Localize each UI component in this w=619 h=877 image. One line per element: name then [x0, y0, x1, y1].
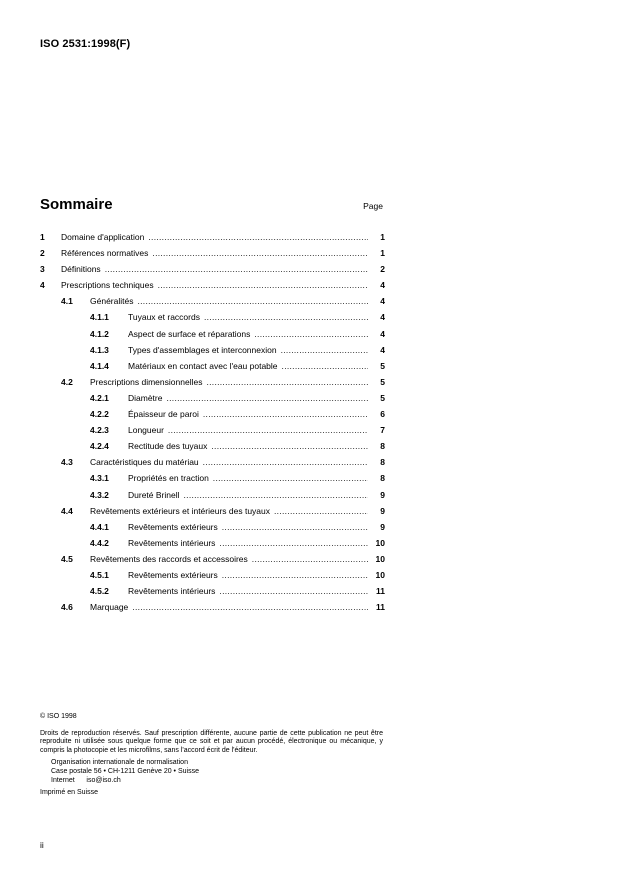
toc-title: Sommaire — [40, 196, 113, 213]
toc-entry-label: Dureté Brinell — [128, 489, 180, 500]
publisher-org: Organisation internationale de normalisation — [51, 759, 188, 767]
toc-entry-page: 5 — [380, 376, 385, 387]
copyright-block — [40, 713, 383, 798]
toc-entry-number: 4.1 — [61, 296, 73, 307]
toc-entry-page: 6 — [380, 409, 385, 420]
toc-entry-number: 4.3.2 — [90, 489, 109, 500]
toc-dot-leader — [211, 438, 368, 454]
toc-entry-label: Longueur — [128, 425, 164, 436]
toc-entry[interactable] — [40, 245, 385, 261]
toc-entry-page: 5 — [380, 392, 385, 403]
toc-entry-label: Types d'assemblages et interconnexion — [128, 344, 277, 355]
toc-entry[interactable] — [40, 293, 385, 309]
toc-entry-label: Revêtements extérieurs et intérieurs des tuyaux — [90, 505, 271, 516]
toc-entry-page: 10 — [375, 537, 385, 548]
toc-entry[interactable] — [40, 567, 385, 583]
toc-entry-page: 4 — [380, 344, 385, 355]
toc-entry[interactable] — [40, 309, 385, 325]
toc-dot-leader — [105, 261, 368, 277]
toc-entry-page: 2 — [380, 264, 385, 275]
toc-entry-label: Revêtements extérieurs — [128, 521, 218, 532]
toc-entry-number: 4.5.1 — [90, 569, 109, 580]
toc-dot-leader — [282, 358, 368, 374]
toc-entry[interactable] — [40, 277, 385, 293]
toc-dot-leader — [219, 535, 368, 551]
toc-entry-label: Diamètre — [128, 392, 163, 403]
toc-entry-label: Revêtements intérieurs — [128, 586, 216, 597]
toc-entry[interactable] — [40, 261, 385, 277]
toc-entry[interactable] — [40, 470, 385, 486]
toc-entry-label: Définitions — [61, 264, 101, 275]
toc-entry-number: 4.3 — [61, 457, 73, 468]
toc-entry-label: Prescriptions techniques — [61, 280, 154, 291]
toc-dot-leader — [148, 229, 368, 245]
toc-entry-label: Propriétés en traction — [128, 473, 209, 484]
toc-entry[interactable] — [40, 406, 385, 422]
page-number: ii — [40, 840, 44, 850]
toc-entry[interactable] — [40, 342, 385, 358]
toc-entry-label: Matériaux en contact avec l'eau potable — [128, 360, 278, 371]
toc-entry-label: Marquage — [90, 602, 129, 613]
toc-page-label: Page — [363, 201, 383, 211]
toc-entry-label: Aspect de surface et réparations — [128, 328, 251, 339]
toc-entry-label: Revêtements intérieurs — [128, 537, 216, 548]
toc-entry-number: 4.1.2 — [90, 328, 109, 339]
toc-dot-leader — [158, 277, 368, 293]
toc-entry-page: 11 — [376, 586, 385, 597]
toc-entry[interactable] — [40, 229, 385, 245]
toc-entry-label: Caractéristiques du matériau — [90, 457, 199, 468]
toc-dot-leader — [206, 374, 368, 390]
toc-entry-number: 4 — [40, 280, 45, 291]
toc-dot-leader — [137, 293, 368, 309]
toc-entry-label: Rectitude des tuyaux — [128, 441, 208, 452]
toc-entry-page: 10 — [375, 569, 385, 580]
toc-dot-leader — [222, 567, 368, 583]
toc-dot-leader — [152, 245, 368, 261]
toc-entry-page: 9 — [380, 489, 385, 500]
toc-entry-number: 4.6 — [61, 602, 73, 613]
toc-dot-leader — [168, 422, 368, 438]
toc-entry-number: 4.1.1 — [90, 312, 109, 323]
printed-in: Imprimé en Suisse — [40, 789, 98, 797]
toc-entry[interactable] — [40, 519, 385, 535]
toc-dot-leader — [166, 390, 368, 406]
toc-entry-page: 4 — [380, 296, 385, 307]
toc-entry-label: Tuyaux et raccords — [128, 312, 200, 323]
toc-entry[interactable] — [40, 535, 385, 551]
toc-entry-number: 3 — [40, 264, 45, 275]
toc-entry-number: 2 — [40, 248, 45, 259]
toc-entry-page: 5 — [380, 360, 385, 371]
toc-entry-number: 4.2.2 — [90, 409, 109, 420]
publisher-internet: Internet iso@iso.ch — [51, 776, 121, 784]
toc-entry-page: 4 — [380, 312, 385, 323]
toc-dot-leader — [204, 309, 368, 325]
toc-dot-leader — [222, 519, 368, 535]
toc-dot-leader — [203, 406, 368, 422]
toc-entry-page: 4 — [380, 280, 385, 291]
toc-entry[interactable] — [40, 422, 385, 438]
toc-entry-label: Épaisseur de paroi — [128, 409, 199, 420]
toc-entry-page: 10 — [375, 553, 385, 564]
toc-entry-label: Prescriptions dimensionnelles — [90, 376, 203, 387]
toc-dot-leader — [184, 487, 369, 503]
standard-id: ISO 2531:1998(F) — [40, 38, 131, 50]
publisher-postal: Case postale 56 • CH-1211 Genève 20 • Suisse — [51, 767, 199, 775]
toc-entry[interactable] — [40, 599, 385, 615]
toc-entry[interactable] — [40, 326, 385, 342]
toc-dot-leader — [252, 551, 368, 567]
toc-entry-number: 4.1.4 — [90, 360, 109, 371]
toc-dot-leader — [281, 342, 368, 358]
toc-entry-page: 8 — [380, 457, 385, 468]
toc-entry[interactable] — [40, 583, 385, 599]
copyright-line: © ISO 1998 — [40, 713, 77, 720]
toc-entry-number: 4.1.3 — [90, 344, 109, 355]
toc-entry-label: Références normatives — [61, 248, 149, 259]
toc-entry[interactable] — [40, 390, 385, 406]
toc-entry-number: 1 — [40, 232, 45, 242]
toc-entry[interactable] — [40, 438, 385, 454]
toc-entry-number: 4.3.1 — [90, 473, 109, 484]
toc-entry-label: Revêtements extérieurs — [128, 569, 218, 580]
toc-entry-page: 9 — [380, 505, 385, 516]
toc-entry-page: 1 — [380, 248, 385, 259]
toc-dot-leader — [219, 583, 368, 599]
toc-entry-number: 4.2.3 — [90, 425, 109, 436]
toc-entry[interactable] — [40, 358, 385, 374]
toc-dot-leader — [274, 503, 368, 519]
toc-entry[interactable] — [40, 454, 385, 470]
toc-entry[interactable] — [40, 487, 385, 503]
toc-entry-number: 4.5 — [61, 553, 73, 564]
toc-entry-number: 4.2.4 — [90, 441, 109, 452]
toc-entry-number: 4.4.1 — [90, 521, 109, 532]
toc-entry[interactable] — [40, 374, 385, 390]
toc-dot-leader — [132, 599, 368, 615]
toc-entry[interactable] — [40, 551, 385, 567]
toc-dot-leader — [203, 454, 368, 470]
toc-entry-page: 7 — [380, 425, 385, 436]
toc-entry-page: 4 — [380, 328, 385, 339]
toc-entry-number: 4.2 — [61, 376, 73, 387]
reproduction-rights: Droits de reproduction réservés. Sauf prescription différente, aucune partie de cette publication ne peut être reproduite ni utilisée sous quelque forme que ce soit et par aucun procédé, électronique ou mécanique, y compris la photocopie et les microfilms, sans l'accord écrit de l'éditeur. — [40, 729, 383, 754]
toc-entry-page: 9 — [380, 521, 385, 532]
toc-entry-page: 8 — [380, 441, 385, 452]
toc-dot-leader — [254, 326, 368, 342]
toc-entry-page: 11 — [376, 602, 385, 613]
toc-entry-page: 8 — [380, 473, 385, 484]
toc-entry-label: Domaine d'application — [61, 232, 145, 242]
publisher-address — [40, 759, 383, 785]
toc-entry-number: 4.5.2 — [90, 586, 109, 597]
toc-dot-leader — [213, 470, 368, 486]
toc-entry-label: Généralités — [90, 296, 134, 307]
toc-entry-number: 4.4 — [61, 505, 73, 516]
toc-entry-number: 4.2.1 — [90, 392, 109, 403]
toc-entry-page: 1 — [380, 232, 385, 242]
table-of-contents — [40, 229, 385, 615]
toc-entry-label: Revêtements des raccords et accessoires — [90, 553, 248, 564]
toc-entry[interactable] — [40, 503, 385, 519]
toc-entry-number: 4.4.2 — [90, 537, 109, 548]
